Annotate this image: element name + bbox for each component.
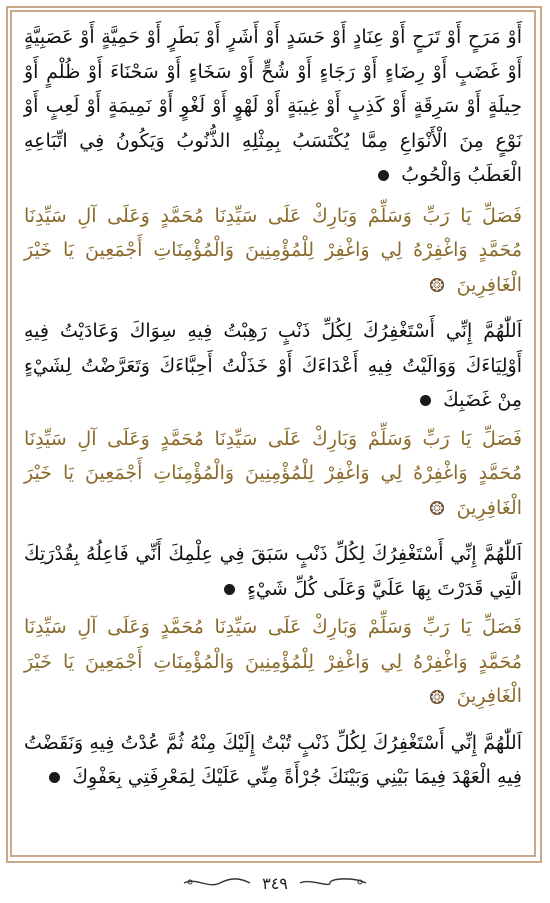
paragraph-text: أَوْ مَرَحٍ أَوْ تَرَحٍ أَوْ عِنَادٍ أَوْ حَسَدٍ أَوْ أَشَرٍ أَوْ بَطَرٍ أَوْ حَمِيَّةٍ أَوْ عَصَبِيَّةٍ أَوْ غَضَبٍ أَوْ رِضَاءٍ أَوْ رَجَاءٍ أَوْ شُحٍّ أَوْ سَخَاءٍ أَوْ سَحْنَاءَ أَوْ ظُلْمٍ أَوْ حِيلَةٍ أَوْ سَرِقَةٍ أَوْ كَذِبٍ أَوْ غِيبَةٍ أَوْ لَهْوٍ أَوْ لَغْوٍ أَوْ نَمِيمَةٍ أَوْ لَعِبٍ أَوْ نَوْعٍ مِنَ الْأَنْوَاعِ مِمَّا يُكْتَسَبُ بِمِثْلِهِ الذُّنُوبُ وَيَكُونُ فِي اتِّبَاعِهِ الْعَطَبُ وَالْحُوبُ	[24, 26, 522, 186]
end-bullet-icon	[378, 170, 389, 181]
paragraph-istighfar	[24, 537, 522, 606]
end-bullet-icon	[420, 395, 431, 406]
footer-ornament-right-icon	[298, 876, 368, 890]
rosette-icon	[429, 689, 445, 705]
paragraph-text: فَصَلِّ يَا رَبِّ وَسَلِّمْ وَبَارِكْ عَلَى سَيِّدِنَا مُحَمَّدٍ وَعَلَى آلِ سَيِّدِنَا مُحَمَّدٍ وَاغْفِرْهُ لِي وَاغْفِرْ لِلْمُؤْمِنِينَ وَالْمُؤْمِنَاتِ أَجْمَعِينَ يَا خَيْرَ الْغَافِرِينَ	[24, 204, 522, 296]
end-bullet-icon	[224, 584, 235, 595]
page-footer	[0, 868, 550, 898]
paragraph-salawat	[24, 422, 522, 526]
paragraph-istighfar	[24, 314, 522, 418]
paragraph-text: اَللّٰهُمَّ إِنِّي أَسْتَغْفِرُكَ لِكُلِّ ذَنْبٍ تُبْتُ إِلَيْكَ مِنْهُ ثُمَّ عُدْتُ فِيهِ وَنَقَضْتُ فِيهِ الْعَهْدَ فِيمَا بَيْنِي وَبَيْنَكَ جُرْأَةً مِنِّي عَلَيْكَ لِمَعْرِفَتِي بِعَفْوِكَ	[24, 731, 522, 788]
footer-ornament-left-icon	[182, 876, 252, 890]
paragraph-salawat	[24, 610, 522, 714]
text-block	[24, 20, 522, 850]
paragraph-text: فَصَلِّ يَا رَبِّ وَسَلِّمْ وَبَارِكْ عَلَى سَيِّدِنَا مُحَمَّدٍ وَعَلَى آلِ سَيِّدِنَا مُحَمَّدٍ وَاغْفِرْهُ لِي وَاغْفِرْ لِلْمُؤْمِنِينَ وَالْمُؤْمِنَاتِ أَجْمَعِينَ يَا خَيْرَ الْغَافِرِينَ	[24, 427, 522, 519]
paragraph-text: اَللّٰهُمَّ إِنِّي أَسْتَغْفِرُكَ لِكُلِّ ذَنْبٍ سَبَقَ فِي عِلْمِكَ أَنِّي فَاعِلُهُ بِقُدْرَتِكَ الَّتِي قَدَرْتَ بِهَا عَلَيَّ وَعَلَى كُلِّ شَيْءٍ	[24, 543, 522, 600]
paragraph-text: اَللّٰهُمَّ إِنِّي أَسْتَغْفِرُكَ لِكُلِّ ذَنْبٍ رَهِبْتُ فِيهِ سِوَاكَ وَعَادَيْتُ فِيهِ أَوْلِيَاءَكَ وَوَالَيْتُ فِيهِ أَعْدَاءَكَ أَوْ خَذَلْتُ أَحِبَّاءَكَ وَتَعَرَّضْتُ لِشَيْءٍ مِنْ غَضَبِكَ	[24, 320, 522, 411]
paragraph-salawat	[24, 199, 522, 303]
page-number: ٣٤٩	[262, 873, 288, 893]
paragraph-intro	[24, 20, 522, 193]
rosette-icon	[429, 500, 445, 516]
rosette-icon	[429, 277, 445, 293]
paragraph-istighfar	[24, 726, 522, 795]
end-bullet-icon	[49, 772, 60, 783]
paragraph-text: فَصَلِّ يَا رَبِّ وَسَلِّمْ وَبَارِكْ عَلَى سَيِّدِنَا مُحَمَّدٍ وَعَلَى آلِ سَيِّدِنَا مُحَمَّدٍ وَاغْفِرْهُ لِي وَاغْفِرْ لِلْمُؤْمِنِينَ وَالْمُؤْمِنَاتِ أَجْمَعِينَ يَا خَيْرَ الْغَافِرِينَ	[24, 616, 522, 707]
